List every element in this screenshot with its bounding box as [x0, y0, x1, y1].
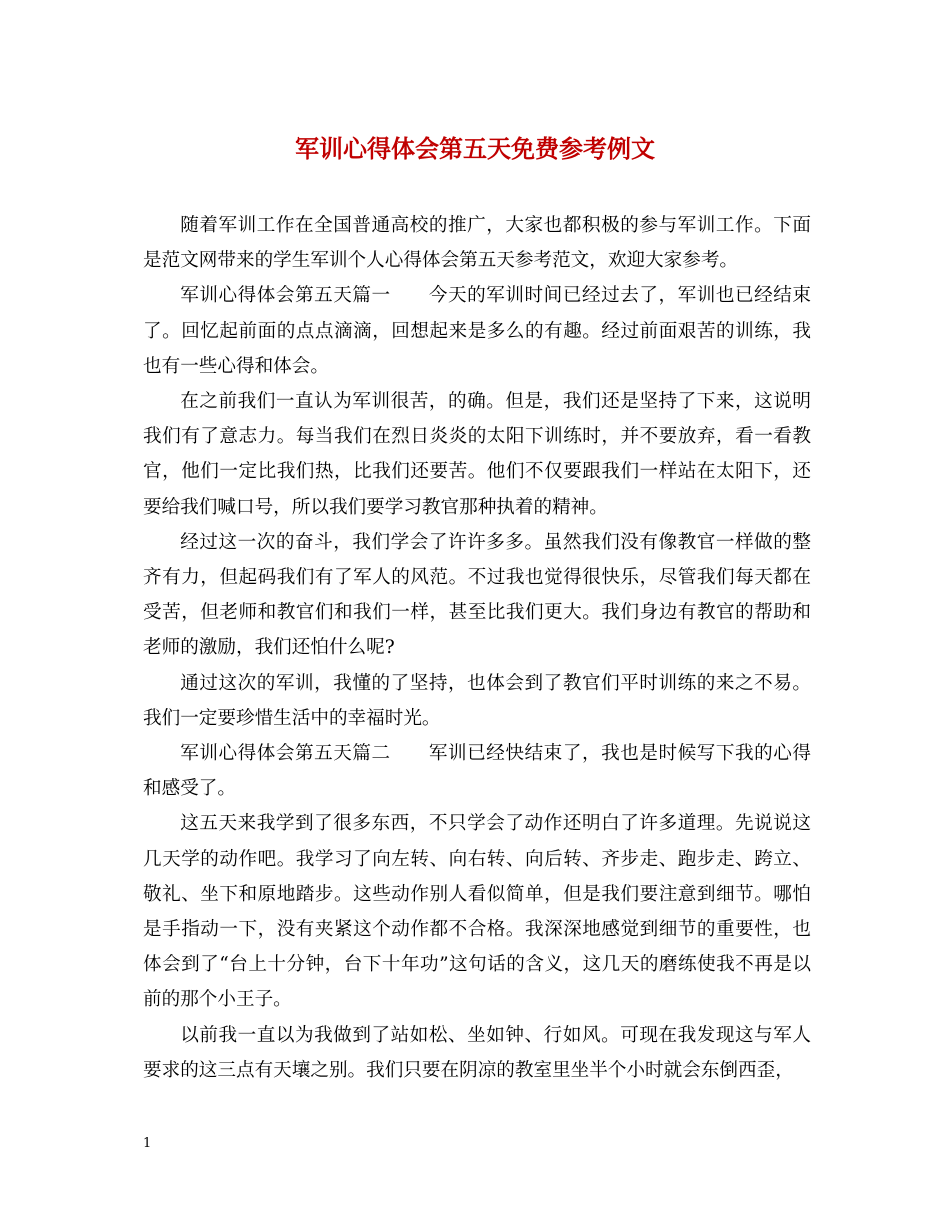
paragraph: 这五天来我学到了很多东西，不只学会了动作还明白了许多道理。先说说这几天学的动作吧。我学习了向左转、向右转、向后转、齐步走、跑步走、跨立、敬礼、坐下和原地踏步。这些动作别人看似简单，但是我们要注意到细节。哪怕是手指动一下，没有夹紧这个动作都不合格。我深深地感觉到细节的重要性，也体会到了“台上十分钟，台下十年功”这句话的含义，这几天的磨练使我不再是以前的那个小王子。 [143, 813, 811, 1011]
paragraph: 以前我一直以为我做到了站如松、坐如钟、行如风。可现在我发现这与军人要求的这三点有天壤之别。我们只要在阴凉的教室里坐半个小时就会东倒西歪， [143, 1024, 811, 1081]
paragraph: 通过这次的军训，我懂的了坚持，也体会到了教官们平时训练的来之不易。我们一定要珍惜生活中的幸福时光。 [143, 672, 811, 729]
paragraph: 军训心得体会第五天篇一 今天的军训时间已经过去了，军训也已经结束了。回忆起前面的点点滴滴，回想起来是多么的有趣。经过前面艰苦的训练，我也有一些心得和体会。 [143, 285, 811, 377]
paragraph: 军训心得体会第五天篇二 军训已经快结束了，我也是时候写下我的心得和感受了。 [143, 743, 811, 800]
paragraph: 在之前我们一直认为军训很苦，的确。但是，我们还是坚持了下来，这说明我们有了意志力。每当我们在烈日炎炎的太阳下训练时，并不要放弃，看一看教官，他们一定比我们热，比我们还要苦。他们不仅要跟我们一样站在太阳下，还要给我们喊口号，所以我们要学习教官那种执着的精神。 [143, 391, 811, 518]
document-title: 军训心得体会第五天免费参考例文 [295, 134, 655, 163]
paragraph: 经过这一次的奋斗，我们学会了许许多多。虽然我们没有像教官一样做的整齐有力，但起码我们有了军人的风范。不过我也觉得很快乐，尽管我们每天都在受苦，但老师和教官们和我们一样，甚至比我们更大。我们身边有教官的帮助和老师的激励，我们还怕什么呢? [143, 531, 811, 659]
page-number: 1 [143, 1136, 152, 1151]
document-body [143, 208, 811, 1088]
paragraph: 随着军训工作在全国普通高校的推广，大家也都积极的参与军训工作。下面是范文网带来的学生军训个人心得体会第五天参考范文，欢迎大家参考。 [143, 215, 811, 272]
